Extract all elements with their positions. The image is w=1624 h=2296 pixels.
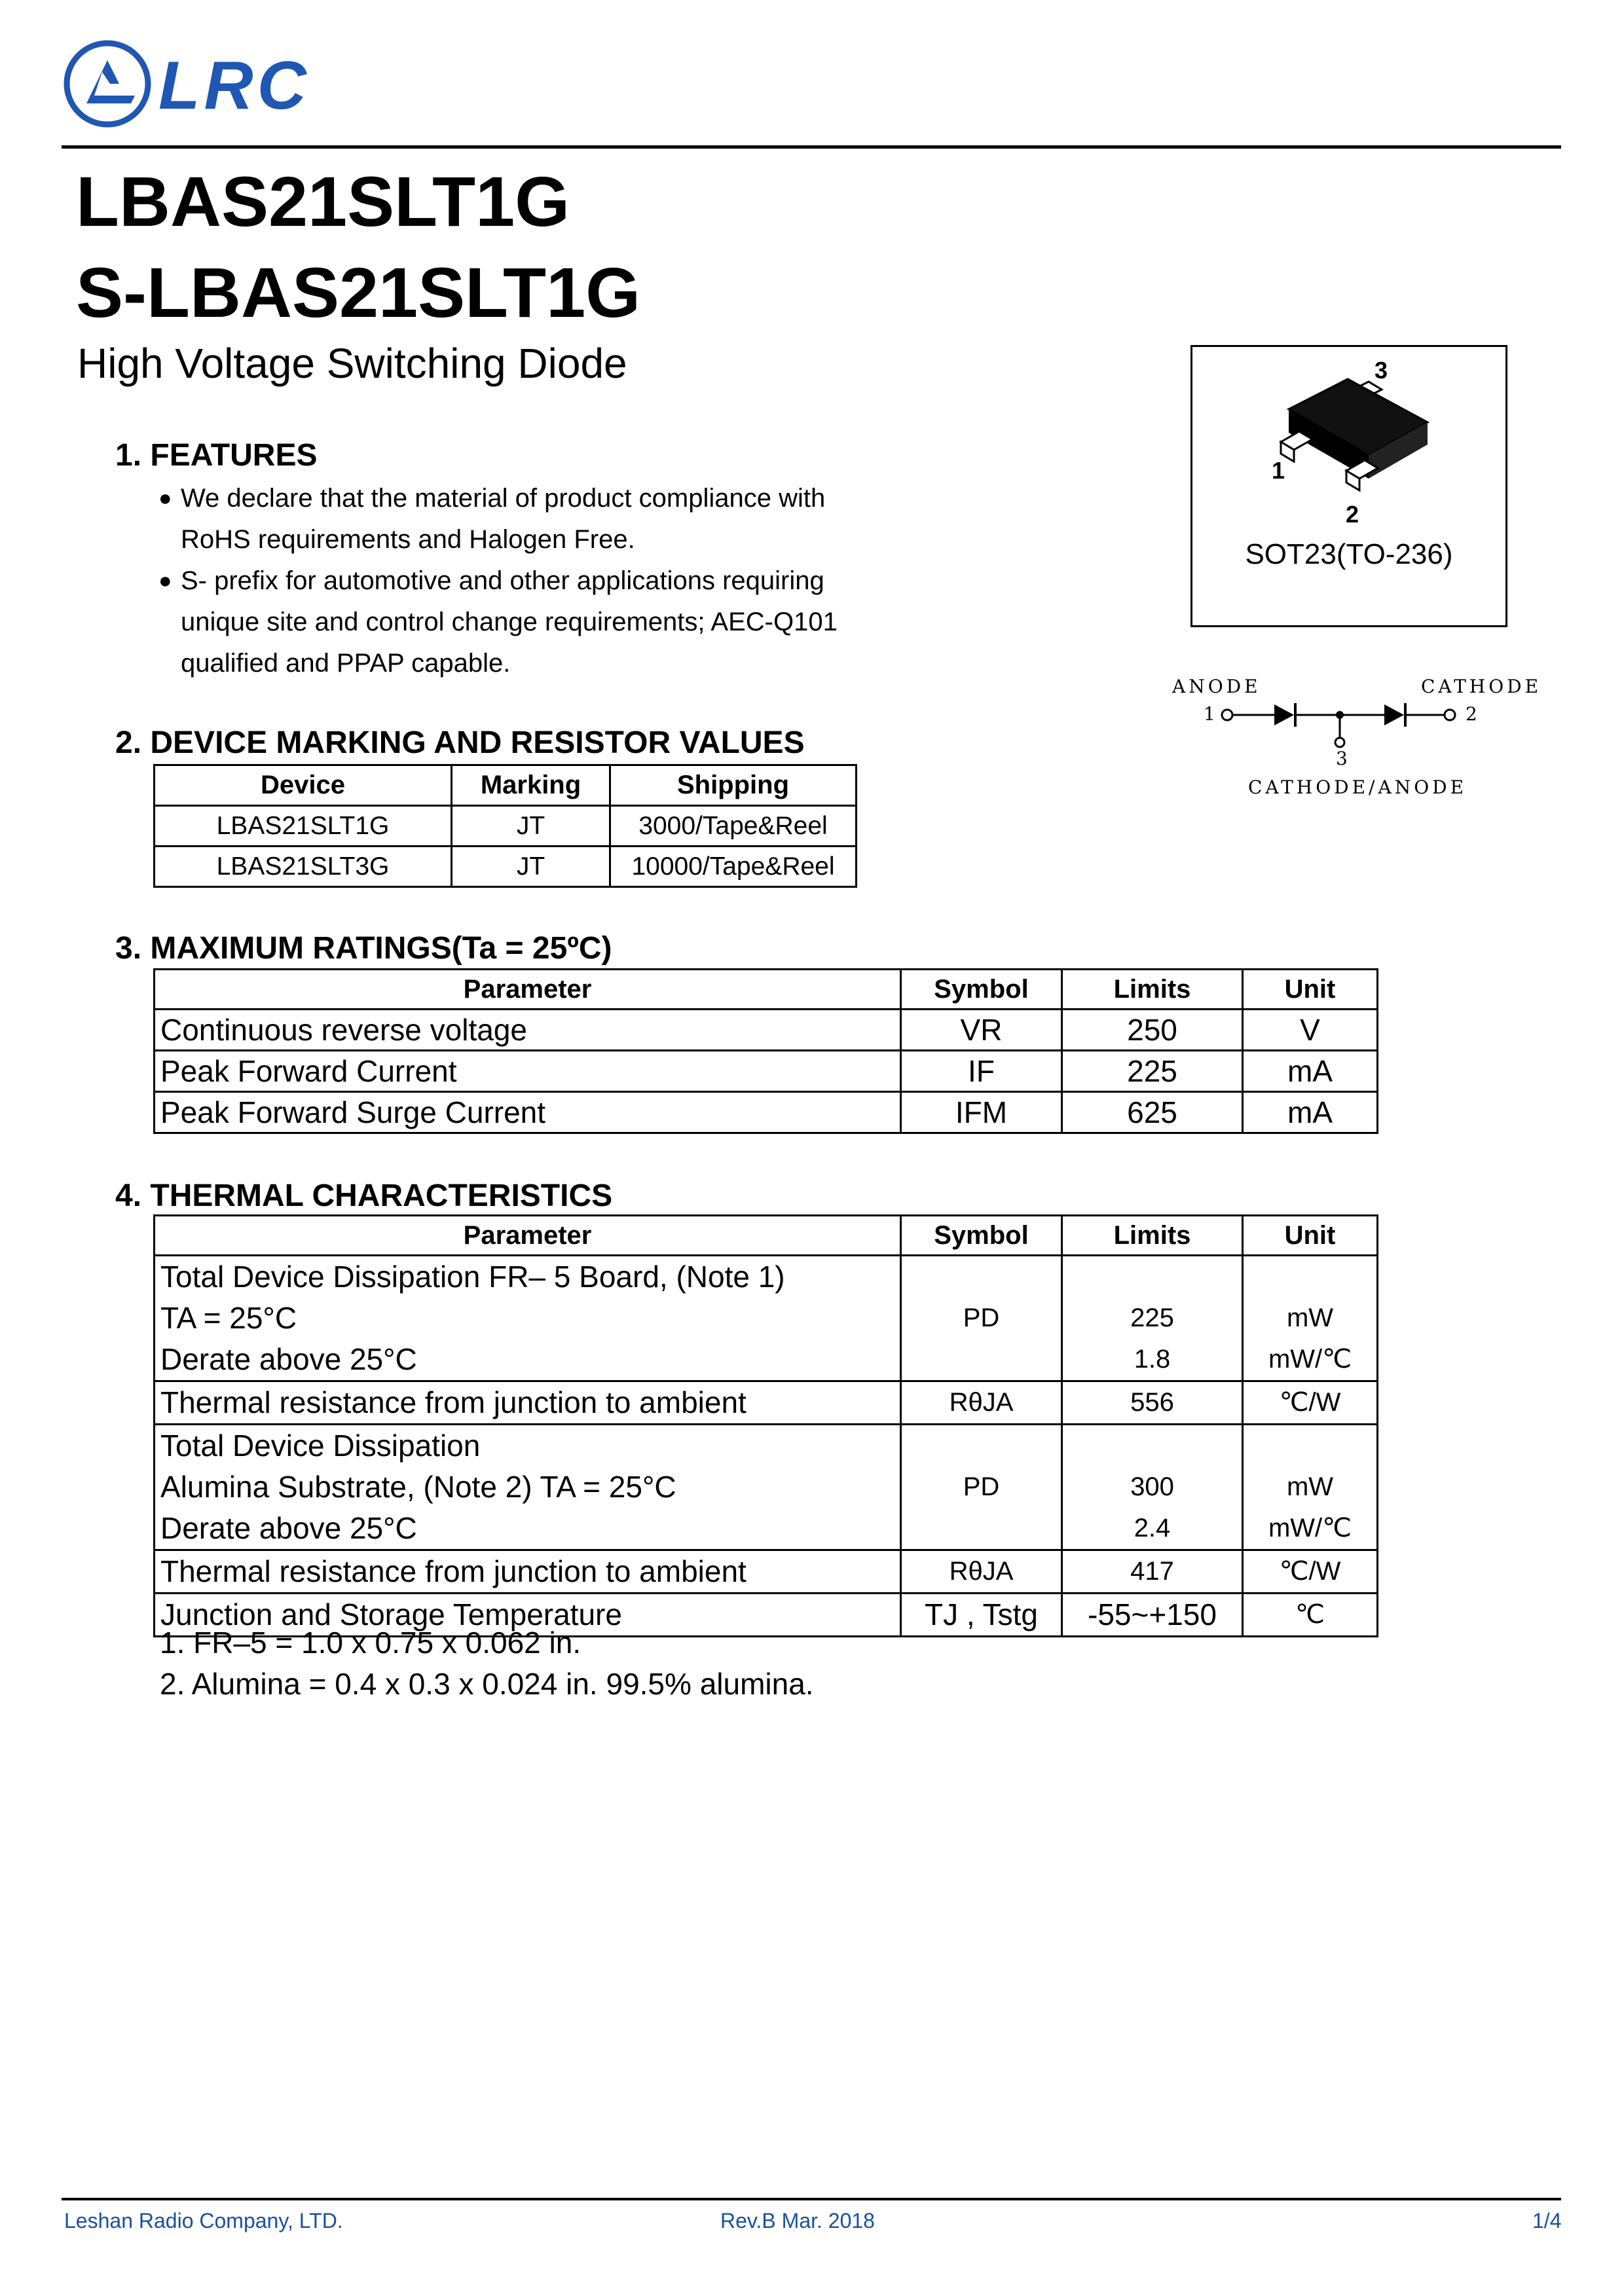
column-header: Unit [1243, 1216, 1378, 1256]
bullet-icon: ● [158, 486, 172, 511]
table-cell: 225 [1062, 1051, 1243, 1092]
table-header-row [155, 970, 1378, 1010]
table-cell: 625 [1062, 1092, 1243, 1133]
pin-3-number: 3 [1375, 357, 1388, 384]
column-header: Limits [1062, 970, 1243, 1010]
thermal-notes [160, 1622, 814, 1705]
list-item: ● We declare that the material of product compliance with RoHS requirements and Halogen Free. [156, 478, 915, 560]
device-description: High Voltage Switching Diode [77, 340, 627, 387]
table-cell: RθJA [901, 1550, 1062, 1594]
table-row [155, 1381, 1378, 1425]
table-cell: PD [901, 1425, 1062, 1550]
thermal-heading: 4. THERMAL CHARACTERISTICS [115, 1178, 613, 1213]
table-cell: Total Device Dissipation FR– 5 Board, (Note 1) TA = 25°C Derate above 25°C [155, 1256, 901, 1381]
table-header-row [155, 1216, 1378, 1256]
table-cell: Peak Forward Surge Current [155, 1092, 901, 1133]
part-number-title: LBAS21SLT1G [76, 162, 570, 241]
note-2: 2. Alumina = 0.4 x 0.3 x 0.024 in. 99.5% alumina. [160, 1667, 814, 1701]
cathode-anode-label: CATHODE/ANODE [1248, 776, 1467, 798]
table-cell: RθJA [901, 1381, 1062, 1425]
table-row [155, 806, 857, 847]
schematic-pin-1: 1 [1204, 703, 1219, 725]
table-cell: 225 1.8 [1062, 1256, 1243, 1381]
table-cell: Peak Forward Current [155, 1051, 901, 1092]
table-cell: LBAS21SLT3G [155, 847, 452, 887]
table-cell: ℃/W [1243, 1381, 1378, 1425]
table-cell: 250 [1062, 1010, 1243, 1051]
column-header: Shipping [610, 765, 857, 806]
footer-company: Leshan Radio Company, LTD. [64, 2209, 343, 2232]
column-header: Device [155, 765, 452, 806]
table-cell: Junction and Storage Temperature [155, 1594, 901, 1637]
thermal-table [153, 1214, 1378, 1637]
footer-revision: Rev.B Mar. 2018 [720, 2209, 875, 2232]
note-1: 1. FR–5 = 1.0 x 0.75 x 0.062 in. [160, 1626, 581, 1660]
cathode-label: CATHODE [1421, 676, 1542, 697]
table-cell: V [1243, 1010, 1378, 1051]
logo-text: LRC [158, 48, 310, 124]
features-list [156, 478, 915, 684]
table-cell: Thermal resistance from junction to ambient [155, 1381, 901, 1425]
table-cell: PD [901, 1256, 1062, 1381]
ratings-heading: 3. MAXIMUM RATINGS(Ta = 25ºC) [115, 931, 612, 966]
bullet-icon: ● [158, 568, 172, 593]
table-cell: mA [1243, 1051, 1378, 1092]
table-header-row [155, 765, 857, 806]
table-cell: 10000/Tape&Reel [610, 847, 857, 887]
anode-label: ANODE [1172, 676, 1261, 697]
table-row [155, 1092, 1378, 1133]
table-cell: 556 [1062, 1381, 1243, 1425]
pin-1-number: 1 [1272, 457, 1285, 484]
table-cell: IF [901, 1051, 1062, 1092]
schematic-pin-3: 3 [1336, 748, 1351, 769]
table-row [155, 1425, 1378, 1550]
marking-heading: 2. DEVICE MARKING AND RESISTOR VALUES [115, 725, 805, 760]
table-cell: 300 2.4 [1062, 1425, 1243, 1550]
column-header: Parameter [155, 1216, 901, 1256]
lrc-logo [62, 38, 317, 130]
table-cell: Total Device Dissipation Alumina Substrate, (Note 2) TA = 25°C Derate above 25°C [155, 1425, 901, 1550]
automotive-part-number-title: S-LBAS21SLT1G [76, 253, 641, 332]
table-row [155, 1256, 1378, 1381]
table-cell: Continuous reverse voltage [155, 1010, 901, 1051]
column-header: Symbol [901, 970, 1062, 1010]
package-label: SOT23(TO-236) [1245, 538, 1453, 570]
column-header: Unit [1243, 970, 1378, 1010]
table-row [155, 847, 857, 887]
column-header: Symbol [901, 1216, 1062, 1256]
table-cell: TJ , Tstg [901, 1594, 1062, 1637]
table-cell: mW mW/℃ [1243, 1256, 1378, 1381]
table-cell: VR [901, 1010, 1062, 1051]
table-cell: mW mW/℃ [1243, 1425, 1378, 1550]
table-cell: LBAS21SLT1G [155, 806, 452, 847]
table-cell: 3000/Tape&Reel [610, 806, 857, 847]
table-cell: JT [452, 806, 610, 847]
table-cell: JT [452, 847, 610, 887]
header-rule [62, 145, 1561, 149]
table-cell: -55~+150 [1062, 1594, 1243, 1637]
table-cell: ℃ [1243, 1594, 1378, 1637]
ratings-table [153, 968, 1378, 1134]
list-item: ● S- prefix for automotive and other applications requiring unique site and control change requirements; AEC-Q101 qualified and PPAP capable. [156, 560, 915, 684]
table-cell: 417 [1062, 1550, 1243, 1594]
marking-table [153, 764, 857, 888]
table-cell: ℃/W [1243, 1550, 1378, 1594]
table-cell: IFM [901, 1092, 1062, 1133]
table-row [155, 1550, 1378, 1594]
table-cell: mA [1243, 1092, 1378, 1133]
schematic-pin-2: 2 [1466, 703, 1481, 725]
column-header: Parameter [155, 970, 901, 1010]
footer-page-number: 1/4 [1532, 2209, 1562, 2232]
column-header: Marking [452, 765, 610, 806]
footer-rule [62, 2198, 1561, 2200]
features-heading: 1. FEATURES [115, 438, 318, 473]
column-header: Limits [1062, 1216, 1243, 1256]
table-row [155, 1010, 1378, 1051]
table-row [155, 1051, 1378, 1092]
pin-2-number: 2 [1346, 501, 1359, 528]
table-cell: Thermal resistance from junction to ambient [155, 1550, 901, 1594]
sot23-package-icon [1190, 345, 1507, 627]
